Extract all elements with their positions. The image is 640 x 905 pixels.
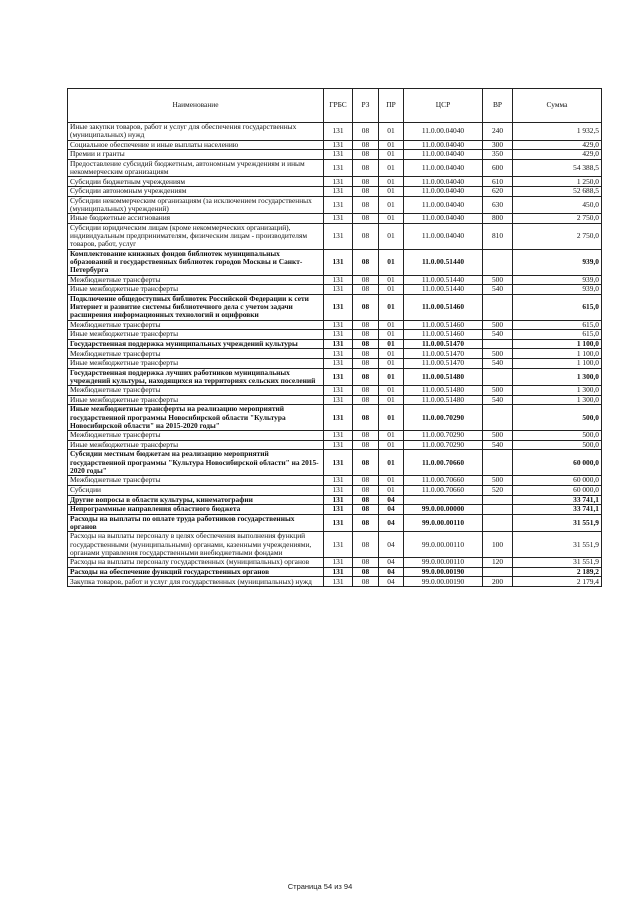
cell-grbs: 131 <box>324 514 353 532</box>
cell-sum: 1 932,5 <box>513 123 602 141</box>
cell-csr: 11.0.00.51480 <box>404 386 483 396</box>
cell-pr: 01 <box>379 196 404 214</box>
cell-csr: 11.0.00.04040 <box>404 214 483 224</box>
header-sum: Сумма <box>513 89 602 123</box>
cell-vr: 240 <box>483 123 513 141</box>
cell-name: Иные межбюджетные трансферты <box>68 395 324 405</box>
cell-name: Субсидии местным бюджетам на реализацию мероприятий государственной программы "Культура Новосибирской области" на 2015-2020 годы" <box>68 450 324 476</box>
table-row <box>68 577 602 587</box>
cell-pr: 01 <box>379 140 404 150</box>
cell-sum: 500,0 <box>513 431 602 441</box>
cell-vr: 500 <box>483 476 513 486</box>
cell-pr: 01 <box>379 186 404 196</box>
cell-rz: 08 <box>353 495 379 505</box>
table-row <box>68 558 602 568</box>
cell-rz: 08 <box>353 159 379 177</box>
table-row <box>68 159 602 177</box>
cell-grbs: 131 <box>324 368 353 386</box>
cell-name: Другие вопросы в области культуры, кинематографии <box>68 495 324 505</box>
cell-vr <box>483 450 513 476</box>
cell-rz: 08 <box>353 577 379 587</box>
cell-grbs: 131 <box>324 386 353 396</box>
cell-name: Расходы на выплаты персоналу государственных (муниципальных) органов <box>68 558 324 568</box>
cell-pr: 01 <box>379 450 404 476</box>
cell-grbs: 131 <box>324 358 353 368</box>
table-row <box>68 485 602 495</box>
cell-grbs: 131 <box>324 294 353 320</box>
cell-grbs: 131 <box>324 395 353 405</box>
cell-csr: 11.0.00.04040 <box>404 150 483 160</box>
table-row <box>68 123 602 141</box>
cell-rz: 08 <box>353 405 379 431</box>
cell-csr: 11.0.00.51440 <box>404 249 483 275</box>
cell-grbs: 131 <box>324 177 353 187</box>
table-row <box>68 320 602 330</box>
budget-table <box>67 88 602 587</box>
cell-vr: 620 <box>483 186 513 196</box>
cell-rz: 08 <box>353 349 379 359</box>
cell-sum: 939,0 <box>513 285 602 295</box>
cell-csr: 11.0.00.51440 <box>404 285 483 295</box>
cell-grbs: 131 <box>324 330 353 340</box>
cell-pr: 01 <box>379 339 404 349</box>
cell-grbs: 131 <box>324 196 353 214</box>
cell-pr: 01 <box>379 294 404 320</box>
cell-sum: 60 000,0 <box>513 476 602 486</box>
cell-name: Межбюджетные трансферты <box>68 320 324 330</box>
table-row <box>68 440 602 450</box>
cell-rz: 08 <box>353 223 379 249</box>
cell-rz: 08 <box>353 249 379 275</box>
cell-csr: 11.0.00.04040 <box>404 186 483 196</box>
cell-vr: 120 <box>483 558 513 568</box>
cell-sum: 615,0 <box>513 294 602 320</box>
cell-pr: 01 <box>379 476 404 486</box>
cell-vr: 540 <box>483 330 513 340</box>
cell-rz: 08 <box>353 320 379 330</box>
cell-sum: 429,0 <box>513 140 602 150</box>
table-row <box>68 567 602 577</box>
table-row <box>68 395 602 405</box>
cell-grbs: 131 <box>324 567 353 577</box>
cell-name: Иные межбюджетные трансферты <box>68 358 324 368</box>
cell-rz: 08 <box>353 505 379 515</box>
cell-grbs: 131 <box>324 405 353 431</box>
cell-csr: 99.0.00.00190 <box>404 577 483 587</box>
cell-name: Предоставление субсидий бюджетным, автономным учреждениям и иным некоммерческим организациям <box>68 159 324 177</box>
cell-pr: 04 <box>379 532 404 558</box>
cell-rz: 08 <box>353 330 379 340</box>
cell-csr: 11.0.00.70290 <box>404 440 483 450</box>
cell-name: Подключение общедоступных библиотек Российской Федерации к сети Интернет и развитие системы библиотечного дела с учетом задачи расширения информационных технологий и оцифровки <box>68 294 324 320</box>
cell-csr: 11.0.00.51460 <box>404 330 483 340</box>
cell-pr: 01 <box>379 395 404 405</box>
cell-name: Субсидии <box>68 485 324 495</box>
cell-rz: 08 <box>353 450 379 476</box>
table-row <box>68 186 602 196</box>
cell-csr: 11.0.00.04040 <box>404 196 483 214</box>
cell-name: Иные межбюджетные трансферты <box>68 440 324 450</box>
cell-grbs: 131 <box>324 558 353 568</box>
table-row <box>68 405 602 431</box>
cell-pr: 01 <box>379 368 404 386</box>
cell-sum: 31 551,9 <box>513 532 602 558</box>
cell-name: Государственная поддержка муниципальных учреждений культуры <box>68 339 324 349</box>
cell-sum: 33 741,1 <box>513 505 602 515</box>
table-row <box>68 249 602 275</box>
cell-rz: 08 <box>353 186 379 196</box>
cell-csr: 11.0.00.70660 <box>404 450 483 476</box>
cell-vr: 500 <box>483 320 513 330</box>
cell-vr <box>483 495 513 505</box>
cell-rz: 08 <box>353 294 379 320</box>
header-rz: РЗ <box>353 89 379 123</box>
cell-name: Межбюджетные трансферты <box>68 275 324 285</box>
cell-pr: 01 <box>379 358 404 368</box>
cell-pr: 01 <box>379 349 404 359</box>
header-csr: ЦСР <box>404 89 483 123</box>
cell-rz: 08 <box>353 386 379 396</box>
page-footer: Страница 54 из 94 <box>287 882 353 891</box>
cell-name: Межбюджетные трансферты <box>68 386 324 396</box>
cell-vr: 540 <box>483 285 513 295</box>
cell-sum: 429,0 <box>513 150 602 160</box>
cell-csr: 11.0.00.51480 <box>404 368 483 386</box>
cell-sum: 60 000,0 <box>513 450 602 476</box>
cell-name: Межбюджетные трансферты <box>68 476 324 486</box>
cell-csr: 11.0.00.51460 <box>404 320 483 330</box>
table-row <box>68 532 602 558</box>
table-row <box>68 505 602 515</box>
cell-name: Комплектование книжных фондов библиотек муниципальных образований и государственных библиотек городов Москвы и Санкт-Петербурга <box>68 249 324 275</box>
cell-grbs: 131 <box>324 214 353 224</box>
cell-csr: 11.0.00.70290 <box>404 405 483 431</box>
cell-csr: 11.0.00.04040 <box>404 123 483 141</box>
cell-csr: 11.0.00.51470 <box>404 358 483 368</box>
cell-name: Премии и гранты <box>68 150 324 160</box>
cell-pr: 01 <box>379 330 404 340</box>
cell-name: Иные межбюджетные трансферты <box>68 330 324 340</box>
cell-rz: 08 <box>353 177 379 187</box>
cell-sum: 1 300,0 <box>513 395 602 405</box>
table-row <box>68 358 602 368</box>
cell-rz: 08 <box>353 440 379 450</box>
cell-vr: 350 <box>483 150 513 160</box>
cell-vr: 500 <box>483 386 513 396</box>
cell-name: Иные межбюджетные трансферты <box>68 285 324 295</box>
cell-vr: 540 <box>483 440 513 450</box>
cell-name: Государственная поддержка лучших работников муниципальных учреждений культуры, находящихся на территориях сельских поселений <box>68 368 324 386</box>
cell-grbs: 131 <box>324 186 353 196</box>
cell-sum: 450,0 <box>513 196 602 214</box>
table-row <box>68 495 602 505</box>
cell-name: Субсидии автономным учреждениям <box>68 186 324 196</box>
cell-csr: 11.0.00.04040 <box>404 140 483 150</box>
cell-pr: 01 <box>379 123 404 141</box>
table-row <box>68 177 602 187</box>
cell-csr: 11.0.00.51460 <box>404 294 483 320</box>
table-row <box>68 330 602 340</box>
cell-pr: 01 <box>379 275 404 285</box>
cell-grbs: 131 <box>324 123 353 141</box>
cell-name: Расходы на обеспечение функций государственных органов <box>68 567 324 577</box>
cell-csr <box>404 495 483 505</box>
cell-rz: 08 <box>353 196 379 214</box>
header-vr: ВР <box>483 89 513 123</box>
cell-sum: 33 741,1 <box>513 495 602 505</box>
cell-grbs: 131 <box>324 320 353 330</box>
cell-rz: 08 <box>353 140 379 150</box>
cell-csr: 11.0.00.51480 <box>404 395 483 405</box>
header-pr: ПР <box>379 89 404 123</box>
cell-csr: 11.0.00.04040 <box>404 177 483 187</box>
cell-sum: 939,0 <box>513 249 602 275</box>
cell-name: Межбюджетные трансферты <box>68 431 324 441</box>
cell-rz: 08 <box>353 123 379 141</box>
cell-name: Иные межбюджетные трансферты на реализацию мероприятий государственной программы Новосибирской области "Культура Новосибирской области" на 2015-2020 годы" <box>68 405 324 431</box>
cell-pr: 01 <box>379 249 404 275</box>
cell-pr: 01 <box>379 223 404 249</box>
table-row <box>68 196 602 214</box>
cell-sum: 31 551,9 <box>513 558 602 568</box>
cell-name: Социальное обеспечение и иные выплаты населению <box>68 140 324 150</box>
cell-grbs: 131 <box>324 440 353 450</box>
cell-pr: 04 <box>379 558 404 568</box>
cell-rz: 08 <box>353 285 379 295</box>
cell-vr <box>483 339 513 349</box>
cell-name: Непрограммные направления областного бюджета <box>68 505 324 515</box>
cell-name: Иные бюджетные ассигнования <box>68 214 324 224</box>
cell-sum: 2 750,0 <box>513 223 602 249</box>
cell-sum: 2 179,4 <box>513 577 602 587</box>
cell-rz: 08 <box>353 358 379 368</box>
table-row <box>68 349 602 359</box>
cell-rz: 08 <box>353 532 379 558</box>
cell-sum: 500,0 <box>513 405 602 431</box>
cell-csr: 11.0.00.70660 <box>404 485 483 495</box>
cell-vr: 810 <box>483 223 513 249</box>
cell-pr: 01 <box>379 214 404 224</box>
cell-pr: 04 <box>379 577 404 587</box>
cell-csr: 99.0.00.00000 <box>404 505 483 515</box>
cell-rz: 08 <box>353 339 379 349</box>
cell-pr: 01 <box>379 485 404 495</box>
cell-grbs: 131 <box>324 223 353 249</box>
cell-vr: 800 <box>483 214 513 224</box>
cell-pr: 01 <box>379 431 404 441</box>
cell-rz: 08 <box>353 395 379 405</box>
cell-csr: 11.0.00.04040 <box>404 223 483 249</box>
cell-vr <box>483 294 513 320</box>
cell-vr: 300 <box>483 140 513 150</box>
cell-grbs: 131 <box>324 485 353 495</box>
cell-vr <box>483 567 513 577</box>
cell-csr: 99.0.00.00110 <box>404 558 483 568</box>
cell-sum: 500,0 <box>513 440 602 450</box>
cell-csr: 99.0.00.00190 <box>404 567 483 577</box>
table-row <box>68 150 602 160</box>
cell-pr: 01 <box>379 440 404 450</box>
table-row <box>68 368 602 386</box>
cell-csr: 99.0.00.00110 <box>404 514 483 532</box>
cell-name: Субсидии некоммерческим организациям (за исключением государственных (муниципальных) учреждений) <box>68 196 324 214</box>
table-row <box>68 386 602 396</box>
cell-rz: 08 <box>353 150 379 160</box>
cell-rz: 08 <box>353 485 379 495</box>
cell-csr: 11.0.00.51440 <box>404 275 483 285</box>
cell-sum: 31 551,9 <box>513 514 602 532</box>
cell-rz: 08 <box>353 558 379 568</box>
cell-grbs: 131 <box>324 150 353 160</box>
table-row <box>68 285 602 295</box>
cell-pr: 01 <box>379 320 404 330</box>
cell-sum: 939,0 <box>513 275 602 285</box>
cell-grbs: 131 <box>324 495 353 505</box>
cell-sum: 60 000,0 <box>513 485 602 495</box>
table-row <box>68 140 602 150</box>
cell-sum: 615,0 <box>513 330 602 340</box>
cell-pr: 01 <box>379 177 404 187</box>
cell-vr: 520 <box>483 485 513 495</box>
cell-vr: 100 <box>483 532 513 558</box>
cell-grbs: 131 <box>324 140 353 150</box>
cell-name: Расходы на выплаты персоналу в целях обеспечения выполнения функций государственными (муниципальными) органами, казенными учреждениями, органами управления государственными внебюджетными фондами <box>68 532 324 558</box>
cell-grbs: 131 <box>324 532 353 558</box>
cell-grbs: 131 <box>324 349 353 359</box>
cell-pr: 04 <box>379 567 404 577</box>
cell-pr: 04 <box>379 514 404 532</box>
cell-sum: 2 189,2 <box>513 567 602 577</box>
cell-vr <box>483 368 513 386</box>
cell-grbs: 131 <box>324 431 353 441</box>
cell-pr: 01 <box>379 159 404 177</box>
cell-name: Иные закупки товаров, работ и услуг для обеспечения государственных (муниципальных) нужд <box>68 123 324 141</box>
table-row <box>68 339 602 349</box>
cell-sum: 52 688,5 <box>513 186 602 196</box>
cell-grbs: 131 <box>324 275 353 285</box>
cell-grbs: 131 <box>324 505 353 515</box>
cell-vr: 540 <box>483 358 513 368</box>
cell-grbs: 131 <box>324 450 353 476</box>
cell-vr: 200 <box>483 577 513 587</box>
cell-grbs: 131 <box>324 476 353 486</box>
table-row <box>68 476 602 486</box>
cell-sum: 615,0 <box>513 320 602 330</box>
cell-pr: 04 <box>379 495 404 505</box>
cell-csr: 99.0.00.00110 <box>404 532 483 558</box>
table-header-row <box>68 89 602 123</box>
cell-grbs: 131 <box>324 159 353 177</box>
cell-grbs: 131 <box>324 285 353 295</box>
cell-pr: 01 <box>379 150 404 160</box>
cell-name: Субсидии бюджетным учреждениям <box>68 177 324 187</box>
cell-rz: 08 <box>353 476 379 486</box>
cell-pr: 01 <box>379 285 404 295</box>
cell-name: Закупка товаров, работ и услуг для государственных (муниципальных) нужд <box>68 577 324 587</box>
cell-pr: 01 <box>379 405 404 431</box>
cell-vr <box>483 514 513 532</box>
cell-vr: 500 <box>483 431 513 441</box>
cell-name: Расходы на выплаты по оплате труда работников государственных органов <box>68 514 324 532</box>
cell-sum: 54 388,5 <box>513 159 602 177</box>
cell-csr: 11.0.00.51470 <box>404 349 483 359</box>
header-name: Наименование <box>68 89 324 123</box>
cell-csr: 11.0.00.51470 <box>404 339 483 349</box>
cell-grbs: 131 <box>324 249 353 275</box>
cell-vr <box>483 249 513 275</box>
cell-sum: 2 750,0 <box>513 214 602 224</box>
cell-vr: 500 <box>483 275 513 285</box>
cell-rz: 08 <box>353 567 379 577</box>
header-grbs: ГРБС <box>324 89 353 123</box>
cell-rz: 08 <box>353 214 379 224</box>
table-row <box>68 214 602 224</box>
table-row <box>68 223 602 249</box>
cell-vr: 630 <box>483 196 513 214</box>
cell-vr <box>483 405 513 431</box>
cell-name: Межбюджетные трансферты <box>68 349 324 359</box>
cell-sum: 1 300,0 <box>513 386 602 396</box>
cell-vr: 610 <box>483 177 513 187</box>
cell-rz: 08 <box>353 514 379 532</box>
cell-sum: 1 250,0 <box>513 177 602 187</box>
cell-sum: 1 100,0 <box>513 339 602 349</box>
cell-pr: 01 <box>379 386 404 396</box>
cell-csr: 11.0.00.70660 <box>404 476 483 486</box>
cell-vr: 500 <box>483 349 513 359</box>
cell-vr: 540 <box>483 395 513 405</box>
cell-vr <box>483 505 513 515</box>
cell-rz: 08 <box>353 431 379 441</box>
cell-name: Субсидии юридическим лицам (кроме некоммерческих организаций), индивидуальным предпринимателям, физическим лицам - производителям товаров, работ, услуг <box>68 223 324 249</box>
cell-sum: 1 100,0 <box>513 358 602 368</box>
cell-vr: 600 <box>483 159 513 177</box>
table-row <box>68 294 602 320</box>
cell-grbs: 131 <box>324 577 353 587</box>
cell-rz: 08 <box>353 368 379 386</box>
cell-rz: 08 <box>353 275 379 285</box>
cell-csr: 11.0.00.70290 <box>404 431 483 441</box>
cell-grbs: 131 <box>324 339 353 349</box>
cell-csr: 11.0.00.04040 <box>404 159 483 177</box>
cell-sum: 1 100,0 <box>513 349 602 359</box>
cell-sum: 1 300,0 <box>513 368 602 386</box>
table-row <box>68 514 602 532</box>
table-row <box>68 431 602 441</box>
cell-pr: 04 <box>379 505 404 515</box>
table-row <box>68 450 602 476</box>
table-row <box>68 275 602 285</box>
